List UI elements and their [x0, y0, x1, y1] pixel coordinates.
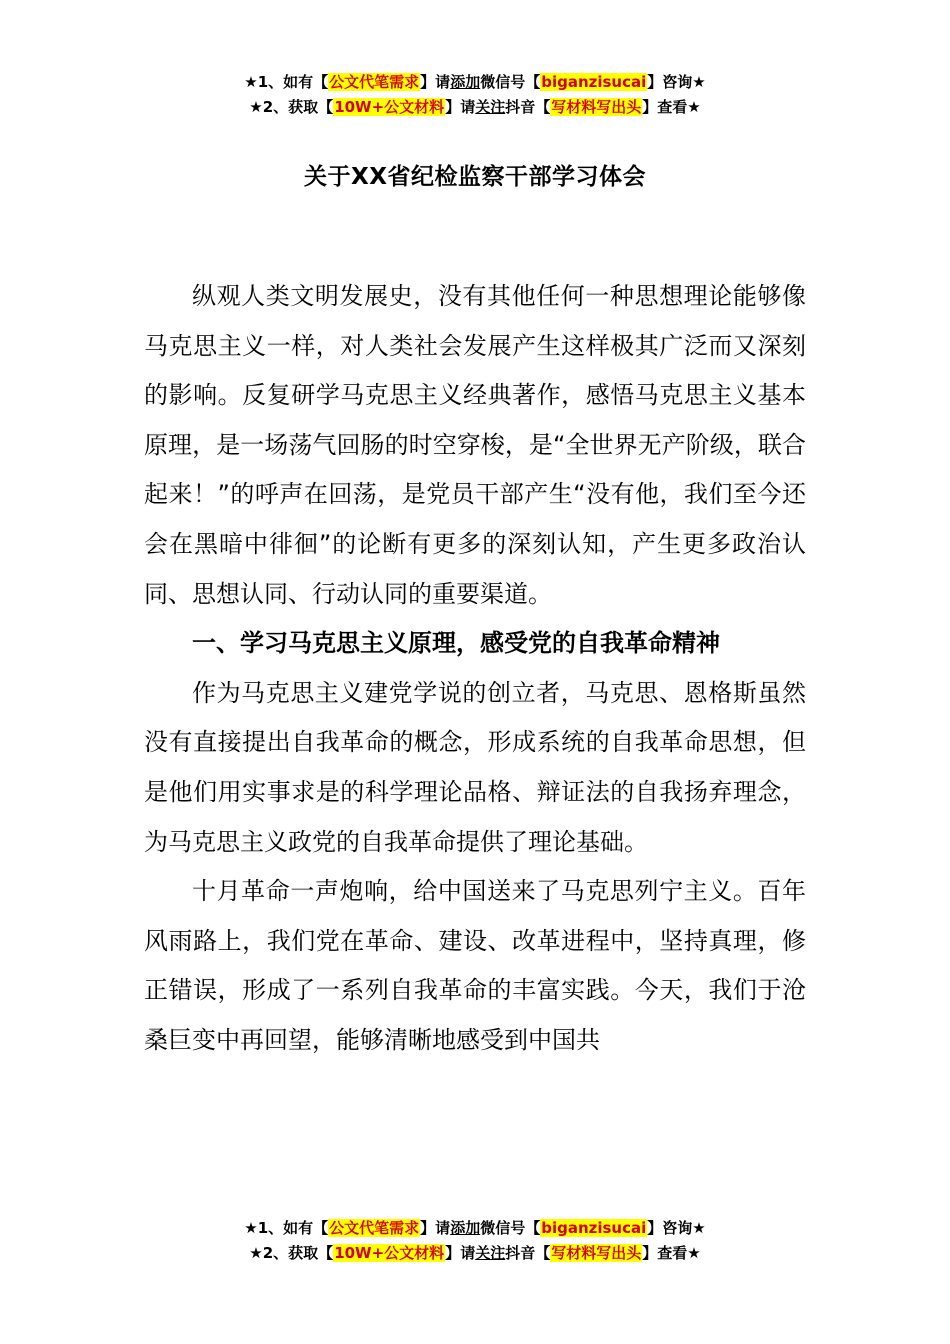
- banner-text: 微信号【: [480, 1219, 541, 1237]
- highlight-text: 公文代笔需求: [329, 73, 420, 91]
- banner-text: 微信号【: [480, 73, 541, 91]
- banner-text: 】请: [420, 1219, 451, 1237]
- banner-text: 】请: [445, 1244, 476, 1262]
- banner-text: 抖音【: [505, 1244, 551, 1262]
- wechat-id: biganzisucai: [541, 1219, 647, 1237]
- underlined-text: 关注: [475, 98, 506, 116]
- banner-text: ★1、如有【: [244, 1219, 329, 1237]
- banner-text: ★1、如有【: [244, 73, 329, 91]
- document-title: 关于XX省纪检监察干部学习体会: [304, 164, 646, 190]
- banner-text: 】请: [445, 98, 476, 116]
- banner-text: 抖音【: [505, 98, 551, 116]
- section-heading: 一、学习马克思主义原理，感受党的自我革命精神: [192, 629, 720, 658]
- banner-text: 】咨询★: [647, 73, 706, 91]
- wechat-id: biganzisucai: [541, 73, 647, 91]
- underlined-text: 关注: [475, 1244, 506, 1262]
- underlined-text: 添加: [450, 1219, 481, 1237]
- banner-line-1: [0, 70, 950, 95]
- banner-text: ★2、获取【: [249, 98, 334, 116]
- document-body: [144, 272, 806, 1066]
- highlight-text: 公文代笔需求: [329, 1219, 420, 1237]
- footer-banner: [0, 1216, 950, 1266]
- banner-text: 】请: [420, 73, 451, 91]
- douyin-id: 写材料写出头: [551, 1244, 642, 1262]
- paragraph: 十月革命一声炮响，给中国送来了马克思列宁主义。百年风雨路上，我们党在革命、建设、改革进程中，坚持真理，修正错误，形成了一系列自我革命的丰富实践。今天，我们于沧桑巨变中再回望，能够清晰地感受到中国共: [144, 877, 806, 1054]
- paragraph: 作为马克思主义建党学说的创立者，马克思、恩格斯虽然没有直接提出自我革命的概念，形成系统的自我革命思想，但是他们用实事求是的科学理论品格、辩证法的自我扬弃理念，为马克思主义政党的自我革命提供了理论基础。: [144, 678, 806, 856]
- banner-text: 】查看★: [642, 1244, 701, 1262]
- underlined-text: 添加: [450, 73, 481, 91]
- banner-text: 】查看★: [642, 98, 701, 116]
- banner-line-2: [0, 1241, 950, 1266]
- douyin-id: 写材料写出头: [551, 98, 642, 116]
- banner-line-2: [0, 95, 950, 120]
- banner-line-1: [0, 1216, 950, 1241]
- header-banner: [0, 70, 950, 120]
- highlight-text: 10W+公文材料: [334, 98, 445, 116]
- paragraph: 纵观人类文明发展史，没有其他任何一种思想理论能够像马克思主义一样，对人类社会发展产生这样极其广泛而又深刻的影响。反复研学马克思主义经典著作，感悟马克思主义基本原理，是一场荡气回肠的时空穿梭，是“全世界无产阶级，联合起来！”的呼声在回荡，是党员干部产生“没有他，我们至今还会在黑暗中徘徊”的论断有更多的深刻认知，产生更多政治认同、思想认同、行动认同的重要渠道。: [144, 282, 806, 608]
- banner-text: ★2、获取【: [249, 1244, 334, 1262]
- banner-text: 】咨询★: [647, 1219, 706, 1237]
- highlight-text: 10W+公文材料: [334, 1244, 445, 1262]
